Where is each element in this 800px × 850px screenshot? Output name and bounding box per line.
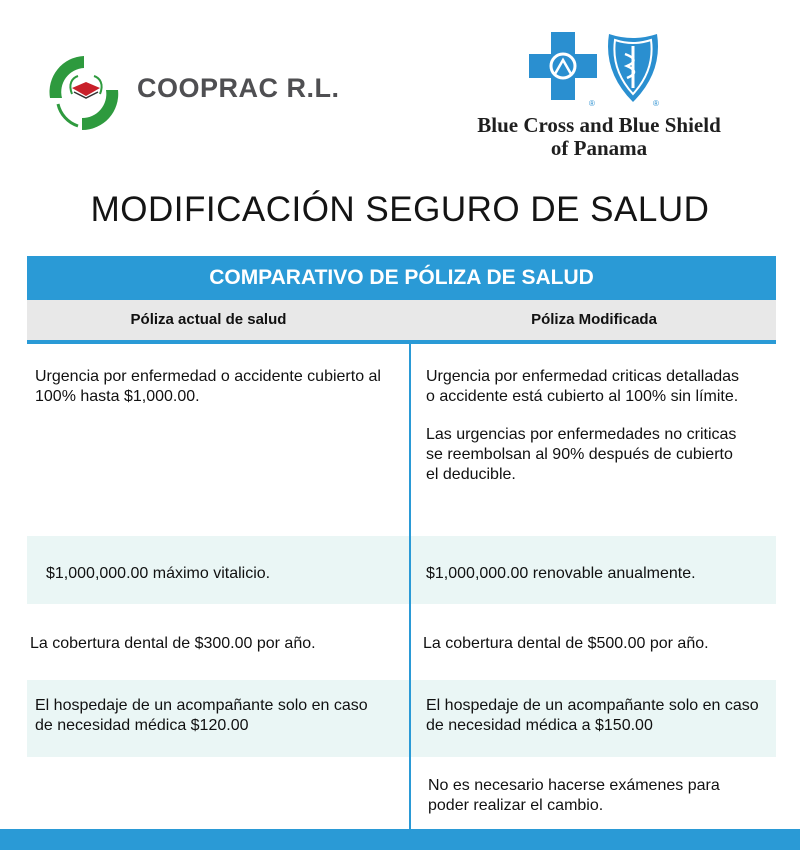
table-row-3-left <box>30 634 405 654</box>
page-title: MODIFICACIÓN SEGURO DE SALUD <box>90 190 710 229</box>
bcbs-name-line-1: Blue Cross and Blue Shield <box>477 113 721 137</box>
cell-text: $1,000,000.00 máximo vitalicio. <box>46 565 271 582</box>
cell-text: Urgencia por enfermedad o accidente cubierto al 100% hasta $1,000.00. <box>35 368 381 405</box>
table-row-1-right <box>426 367 746 485</box>
table-row-4-left <box>35 696 375 736</box>
column-divider <box>409 344 411 830</box>
table-row-5-right <box>428 776 748 816</box>
table-row-4-right <box>426 696 776 736</box>
cell-text: La cobertura dental de $300.00 por año. <box>30 635 316 652</box>
column-header-modified-policy: Póliza Modificada <box>531 311 657 328</box>
svg-text:®: ® <box>589 99 595 108</box>
table-banner: COMPARATIVO DE PÓLIZA DE SALUD <box>27 256 776 300</box>
footer-bar <box>0 829 800 850</box>
cell-text: El hospedaje de un acompañante solo en caso de necesidad médica $120.00 <box>35 697 368 734</box>
svg-text:®: ® <box>653 99 659 108</box>
cell-text: Las urgencias por enfermedades no criticas se reembolsan al 90% después de cubierto el deducible. <box>426 426 737 483</box>
cooprac-name: COOPRAC R.L. <box>137 73 340 103</box>
cell-text: Urgencia por enfermedad criticas detalladas o accidente está cubierto al 100% sin límite. <box>426 368 740 405</box>
table-row-2-right <box>426 564 776 584</box>
cell-text: No es necesario hacerse exámenes para poder realizar el cambio. <box>428 777 720 814</box>
table-header-rule <box>27 340 776 344</box>
bcbs-name <box>440 114 758 160</box>
cell-text: El hospedaje de un acompañante solo en caso de necesidad médica a $150.00 <box>426 697 759 734</box>
blue-cross-logo <box>529 32 597 108</box>
cell-text: La cobertura dental de $500.00 por año. <box>423 635 709 652</box>
table-row-1-left <box>35 367 385 407</box>
blue-cross-blue-shield-logo <box>529 32 675 108</box>
column-header-current-policy: Póliza actual de salud <box>130 311 287 328</box>
cooprac-logo <box>44 48 124 136</box>
blue-shield-logo <box>608 34 659 108</box>
bcbs-name-line-2: of Panama <box>550 136 648 160</box>
table-row-3-right <box>423 634 783 654</box>
table-row-2-left <box>46 564 396 584</box>
cell-text: $1,000,000.00 renovable anualmente. <box>426 565 696 582</box>
